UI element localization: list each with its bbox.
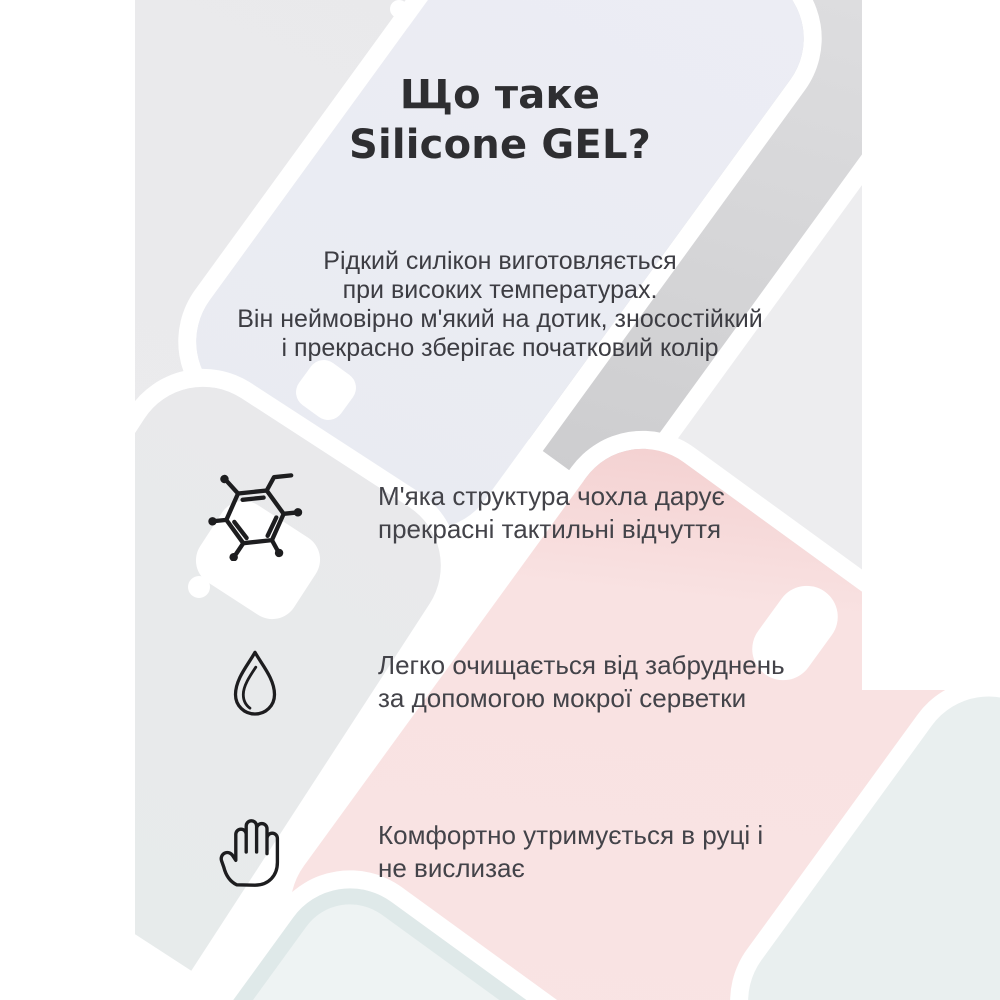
feature-text-line: Комфортно утримується в руці і [378,820,764,850]
page-title [0,70,1000,170]
intro-line: і прекрасно зберігає початковий колір [281,334,719,362]
page-title-line1: Що таке [399,72,601,118]
hand-icon [180,812,330,892]
feature-text [378,649,785,715]
feature-text-line: М'яка структура чохла дарує [378,480,725,511]
intro-line: Рідкий силікон виготовляється [323,247,677,275]
feature-row-comfort-grip [180,802,840,902]
molecule-icon [180,465,330,561]
feature-text-line: прекрасні тактильні відчуття [378,513,722,544]
feature-row-soft-structure [180,455,840,570]
intro-line: Він неймовірно м'який на дотик, зносостійкий [237,305,763,333]
feature-text [378,480,725,546]
feature-text-line: не вислизає [378,853,525,883]
intro-line: при високих температурах. [342,276,658,304]
feature-text [378,819,763,885]
intro-paragraph [0,247,1000,363]
water-drop-icon [180,643,330,721]
feature-text-line: Легко очищається від забруднень [378,650,785,680]
feature-row-easy-clean [180,632,840,732]
page-title-line2: Silicone GEL? [348,122,652,168]
feature-text-line: за допомогою мокрої серветки [378,683,747,713]
